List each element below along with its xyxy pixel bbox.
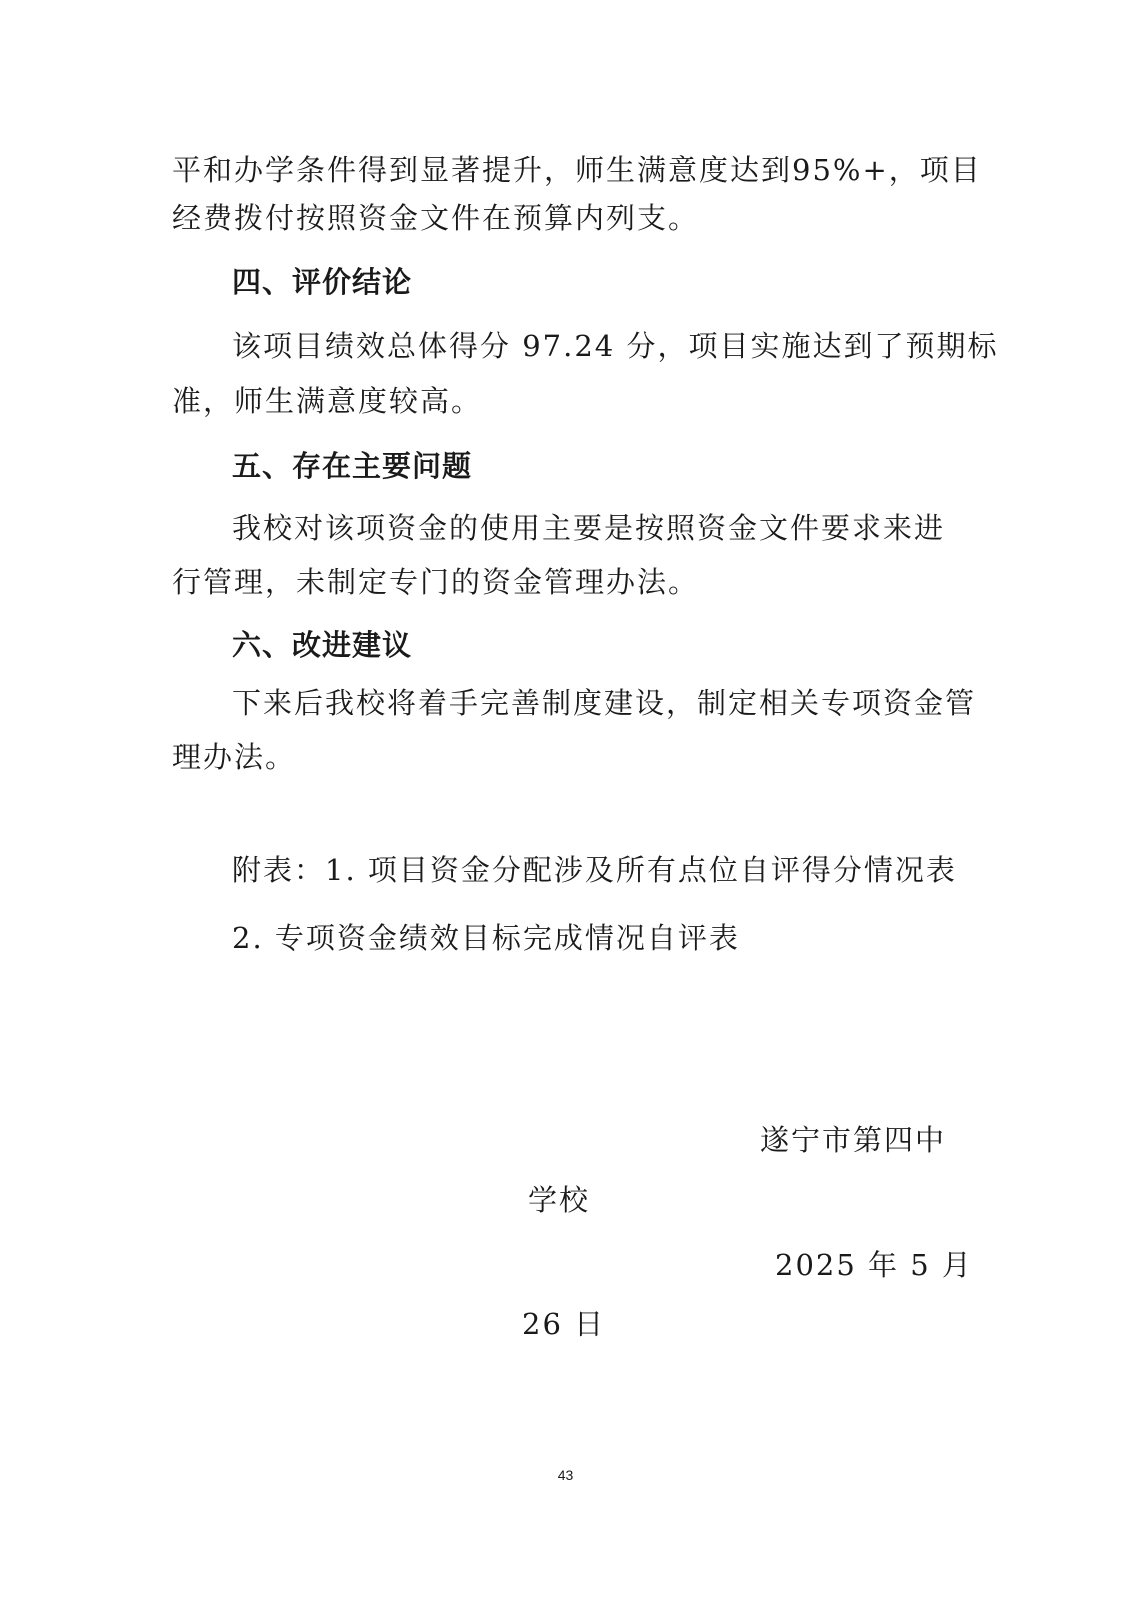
signature-organization: 学校: [528, 1183, 591, 1217]
paragraph-line: 经费拨付按照资金文件在预算内列支。: [172, 201, 700, 235]
paragraph-line: 我校对该项资金的使用主要是按照资金文件要求来进: [232, 511, 946, 545]
attachment-line: 2. 专项资金绩效目标完成情况自评表: [232, 921, 740, 955]
section-heading-conclusion: 四、评价结论: [232, 265, 413, 299]
paragraph-line: 理办法。: [172, 740, 297, 774]
paragraph-line: 行管理，未制定专门的资金管理办法。: [172, 565, 700, 599]
section-heading-problems: 五、存在主要问题: [232, 449, 473, 483]
signature-date: 26 日: [522, 1307, 606, 1341]
section-heading-suggestions: 六、改进建议: [232, 628, 413, 662]
paragraph-line: 准，师生满意度较高。: [172, 384, 483, 418]
signature-organization: 遂宁市第四中: [760, 1123, 947, 1157]
page-number: 43: [557, 1467, 574, 1483]
paragraph-line: 下来后我校将着手完善制度建设，制定相关专项资金管: [232, 686, 977, 720]
attachment-line: 附表：1. 项目资金分配涉及所有点位自评得分情况表: [232, 853, 957, 887]
paragraph-line: 平和办学条件得到显著提升，师生满意度达到95%+，项目: [172, 153, 982, 187]
signature-date: 2025 年 5 月: [775, 1248, 973, 1282]
paragraph-line: 该项目绩效总体得分 97.24 分，项目实施达到了预期标: [232, 329, 999, 363]
